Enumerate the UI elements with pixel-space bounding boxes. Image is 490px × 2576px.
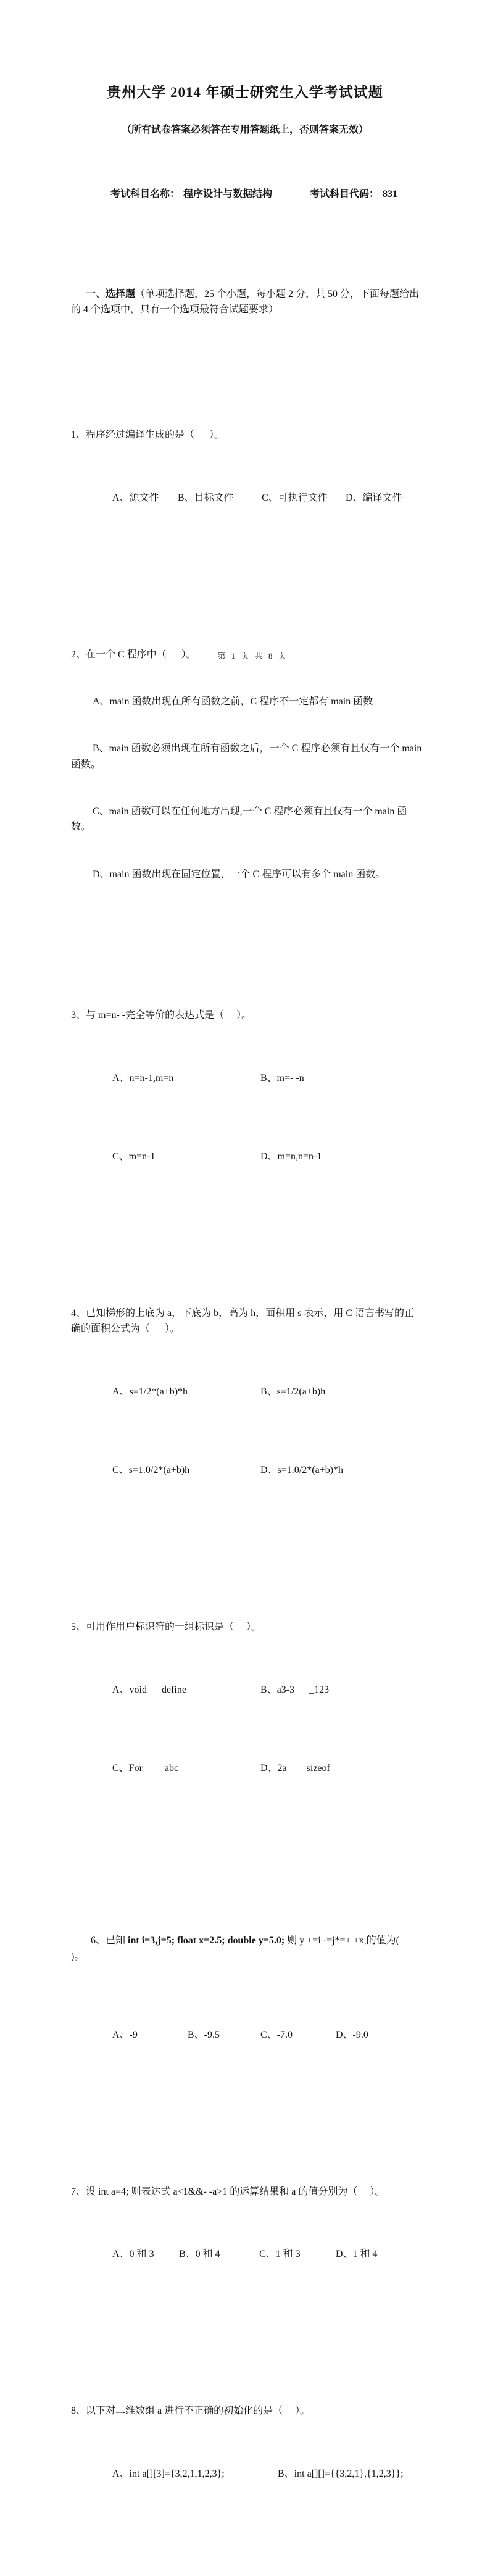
question-2-option-c: C、main 函数可以在任何地方出现,一个 C 程序必须有且仅有一个 main 函数。	[71, 806, 407, 833]
question-6-option-a: A、-9	[112, 2029, 138, 2040]
question-6-stem	[71, 1917, 423, 1980]
footer-prefix: 第	[217, 651, 231, 661]
question-5-stem: 5、可用作用户标识符的一组标识是（ ）。	[71, 1622, 262, 1633]
question-8	[71, 2372, 423, 2529]
question-8-option-a: A、int a[][3]={3,2,1,1,2,3};	[112, 2469, 225, 2480]
question-3-option-a: A、n=n-1,m=n	[112, 1072, 174, 1083]
section-heading-title: 一、选择题	[86, 288, 136, 299]
question-1-stem: 1、程序经过编译生成的是（ ）。	[71, 430, 225, 441]
footer-middle: 页 共	[237, 651, 268, 661]
question-7-option-d: D、1 和 4	[336, 2249, 378, 2260]
question-2-option-b: B、main 函数必须出现在所有函数之后，一个 C 程序必须有且仅有一个 main 函数。	[71, 743, 425, 770]
question-1-options	[71, 475, 423, 522]
question-3-option-d: D、m=n,n=n-1	[260, 1151, 322, 1162]
question-4	[71, 1274, 423, 1525]
question-3-options-row-1	[71, 1055, 423, 1102]
question-8-stem: 8、以下对二维数组 a 进行不正确的初始化的是（ ）。	[71, 2406, 310, 2417]
question-3	[71, 977, 423, 1212]
question-3-stem: 3、与 m=n- -完全等价的表达式是（ ）。	[71, 1010, 252, 1021]
footer-page-number: 1	[231, 651, 238, 661]
exam-title: 贵州大学 2014 年硕士研究生入学考试试题	[107, 85, 383, 100]
footer-total-pages: 8	[268, 651, 275, 661]
question-6-option-b: B、-9.5	[188, 2029, 220, 2040]
question-5-options-row-2	[71, 1744, 423, 1791]
section-heading	[71, 270, 423, 333]
answer-notice: （所有试卷答案必须答在专用答题纸上，否则答案无效）	[121, 125, 368, 135]
question-8-options	[71, 2451, 423, 2498]
question-7-option-b: B、0 和 4	[179, 2249, 220, 2260]
question-7-options	[71, 2231, 423, 2278]
question-7-option-c: C、1 和 3	[259, 2249, 301, 2260]
question-5-option-a: A、void define	[112, 1684, 186, 1695]
question-5-option-c: C、For _abc	[112, 1762, 179, 1774]
question-4-option-d: D、s=1.0/2*(a+b)*h	[260, 1465, 344, 1476]
subject-code-value: 831	[379, 189, 401, 201]
question-6-stem-prefix: 6、已知	[91, 1935, 128, 1946]
question-4-options-row-2	[71, 1447, 423, 1494]
question-1	[71, 396, 423, 552]
footer-suffix: 页	[274, 651, 288, 661]
question-5-options-row-1	[71, 1666, 423, 1713]
question-6	[71, 1886, 423, 2090]
question-4-option-b: B、s=1/2(a+b)h	[260, 1386, 326, 1398]
question-4-stem: 4、已知梯形的上底为 a，下底为 b，高为 h，面积用 s 表示，用 C 语言书写的正确的面积公式为（ ）。	[71, 1308, 415, 1335]
question-6-stem-code: int i=3,j=5; float x=2.5; double y=5.0;	[128, 1935, 285, 1946]
question-6-options	[71, 2011, 423, 2058]
question-4-option-c: C、s=1.0/2*(a+b)h	[112, 1465, 190, 1476]
question-3-options-row-2	[71, 1133, 423, 1180]
question-1-option-a: A、源文件	[112, 492, 159, 503]
question-5	[71, 1588, 423, 1823]
question-6-option-d: D、-9.0	[336, 2029, 368, 2040]
subject-code-label: 考试科目代码：	[310, 189, 380, 199]
question-3-option-b: B、m=- -n	[260, 1072, 304, 1083]
question-1-option-b: B、目标文件	[178, 492, 234, 503]
question-6-option-c: C、-7.0	[260, 2029, 293, 2040]
question-5-option-d: D、2a sizeof	[260, 1762, 330, 1774]
subject-name-label: 考试科目名称：	[110, 189, 180, 199]
section-heading-description: （单项选择题，25 个小题，每小题 2 分，共 50 分，下面每题给出的 4 个选项中，只有一个选项最符合试题要求）	[71, 288, 420, 315]
question-4-options-row-1	[71, 1369, 423, 1415]
page-footer	[0, 640, 490, 671]
question-1-option-d: D、编译文件	[346, 492, 402, 503]
question-6-stem-suffix: 则 y +=i -=j*=+ +x,的值为( )。	[71, 1935, 414, 1962]
question-7	[71, 2153, 423, 2309]
subject-line	[101, 175, 401, 212]
question-2-option-a: A、main 函数出现在所有函数之前，C 程序不一定都有 main 函数	[93, 696, 373, 707]
subject-name-value: 程序设计与数据结构	[180, 186, 276, 201]
question-2-option-d: D、main 函数出现在固定位置，一个 C 程序可以有多个 main 函数。	[93, 869, 386, 880]
question-1-option-c: C、可执行文件	[262, 492, 328, 503]
question-8-option-b: B、int a[][]={{3,2,1},{1,2,3}};	[278, 2469, 404, 2480]
question-7-option-a: A、0 和 3	[112, 2249, 154, 2260]
question-5-option-b: B、a3-3 _123	[260, 1684, 330, 1695]
question-4-option-a: A、s=1/2*(a+b)*h	[112, 1386, 188, 1398]
question-3-option-c: C、m=n-1	[112, 1151, 156, 1162]
question-body	[71, 223, 423, 2576]
question-2-stem: 2、在一个 C 程序中（ ）。	[71, 649, 196, 660]
question-7-stem: 7、设 int a=4; 则表达式 a<1&&- -a>1 的运算结果和 a 的值分别为（ ）。	[71, 2186, 385, 2197]
